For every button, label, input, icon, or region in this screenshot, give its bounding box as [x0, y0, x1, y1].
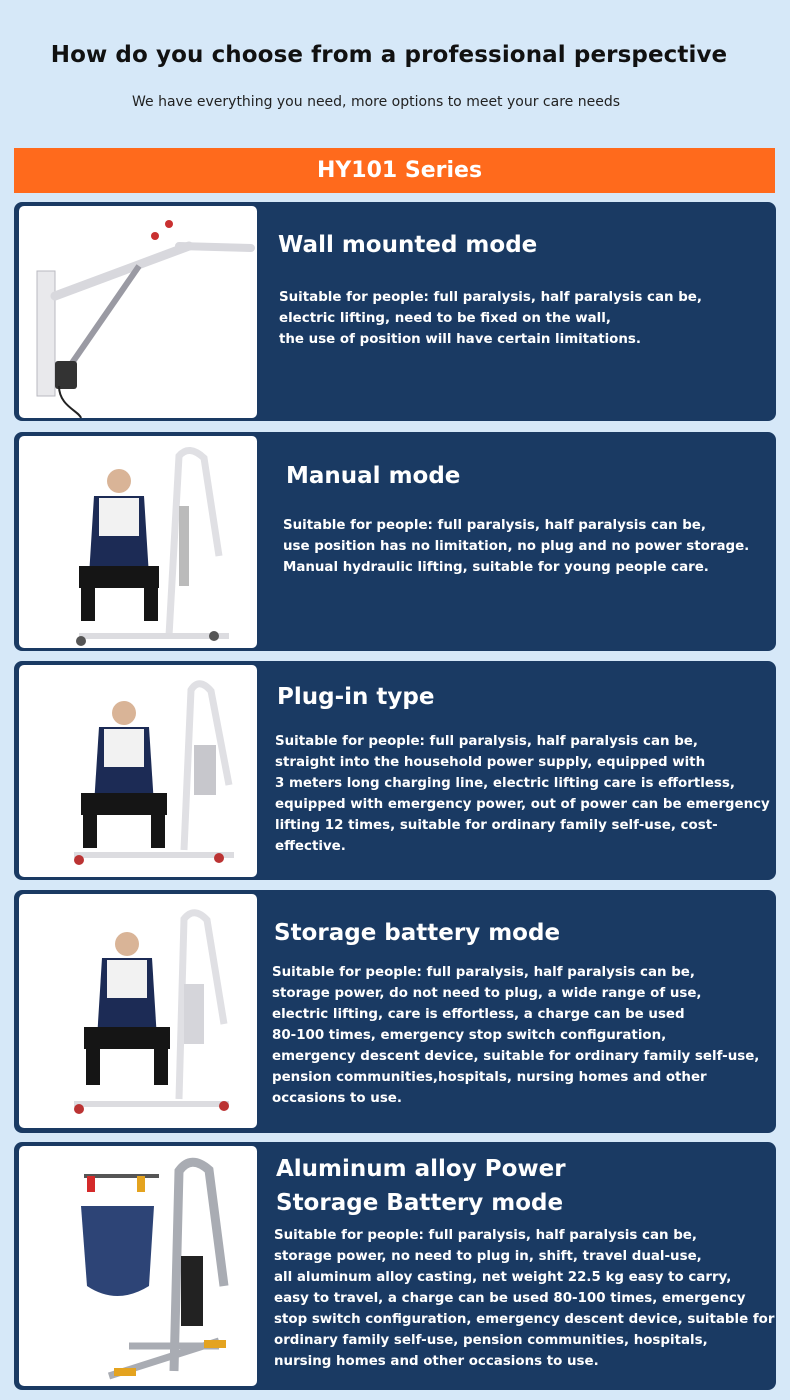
- card-aluminum-alloy: [14, 1142, 776, 1390]
- card-title: Aluminum alloy Power Storage Battery mode: [276, 1156, 566, 1216]
- plug-in-lift-photo: [19, 665, 257, 877]
- card-description: Suitable for people: full paralysis, half paralysis can be, storage power, no need to plug in, shift, travel dual-use, all aluminum alloy casting, net weight 22.5 kg easy to carry, easy to travel, a charge can be used 80-100 times, emergency stop switch configuration, emergency descent device, suitable for ordinary family self-use, pension communities, hospitals, nursing homes and other occasions to use.: [274, 1228, 775, 1369]
- series-banner: [14, 148, 775, 193]
- page-title: How do you choose from a professional perspective: [50, 42, 728, 68]
- card-wall-mounted: [14, 202, 776, 421]
- battery-lift-photo: [19, 894, 257, 1128]
- card-title: Wall mounted mode: [278, 232, 538, 258]
- series-title: HY101 Series: [316, 158, 483, 183]
- card-title: Manual mode: [286, 463, 461, 489]
- card-description: Suitable for people: full paralysis, half paralysis can be, use position has no limitation, no plug and no power storage. Manual hydraulic lifting, suitable for young people care.: [283, 518, 750, 575]
- card-description: Suitable for people: full paralysis, half paralysis can be, storage power, do not need to plug, a wide range of use, electric lifting, care is effortless, a charge can be used 80-100 times, emergency stop switch configuration, emergency descent device, suitable for ordinary family self-use, pension communities,hospitals, nursing homes and other occasions to use.: [272, 965, 760, 1106]
- aluminum-lift-photo: [19, 1146, 257, 1386]
- page-subtitle: We have everything you need, more options to meet your care needs: [132, 94, 620, 110]
- card-title: Plug-in type: [277, 684, 435, 710]
- card-title: Storage battery mode: [274, 920, 561, 946]
- manual-lift-photo: [19, 436, 257, 648]
- card-manual: [14, 432, 776, 651]
- card-description: Suitable for people: full paralysis, half paralysis can be, straight into the household power supply, equipped with 3 meters long charging line, electric lifting care is effortless, equipped with emergency power, out of power can be emergency lifting 12 times, suitable for ordinary family self-use, cost-effective.: [275, 734, 770, 854]
- card-description: Suitable for people: full paralysis, half paralysis can be, electric lifting, need to be fixed on the wall, the use of position will have certain limitations.: [279, 290, 702, 347]
- card-plug-in: [14, 661, 776, 880]
- card-storage-battery: [14, 890, 776, 1133]
- wall-mounted-lift-photo: [19, 206, 257, 418]
